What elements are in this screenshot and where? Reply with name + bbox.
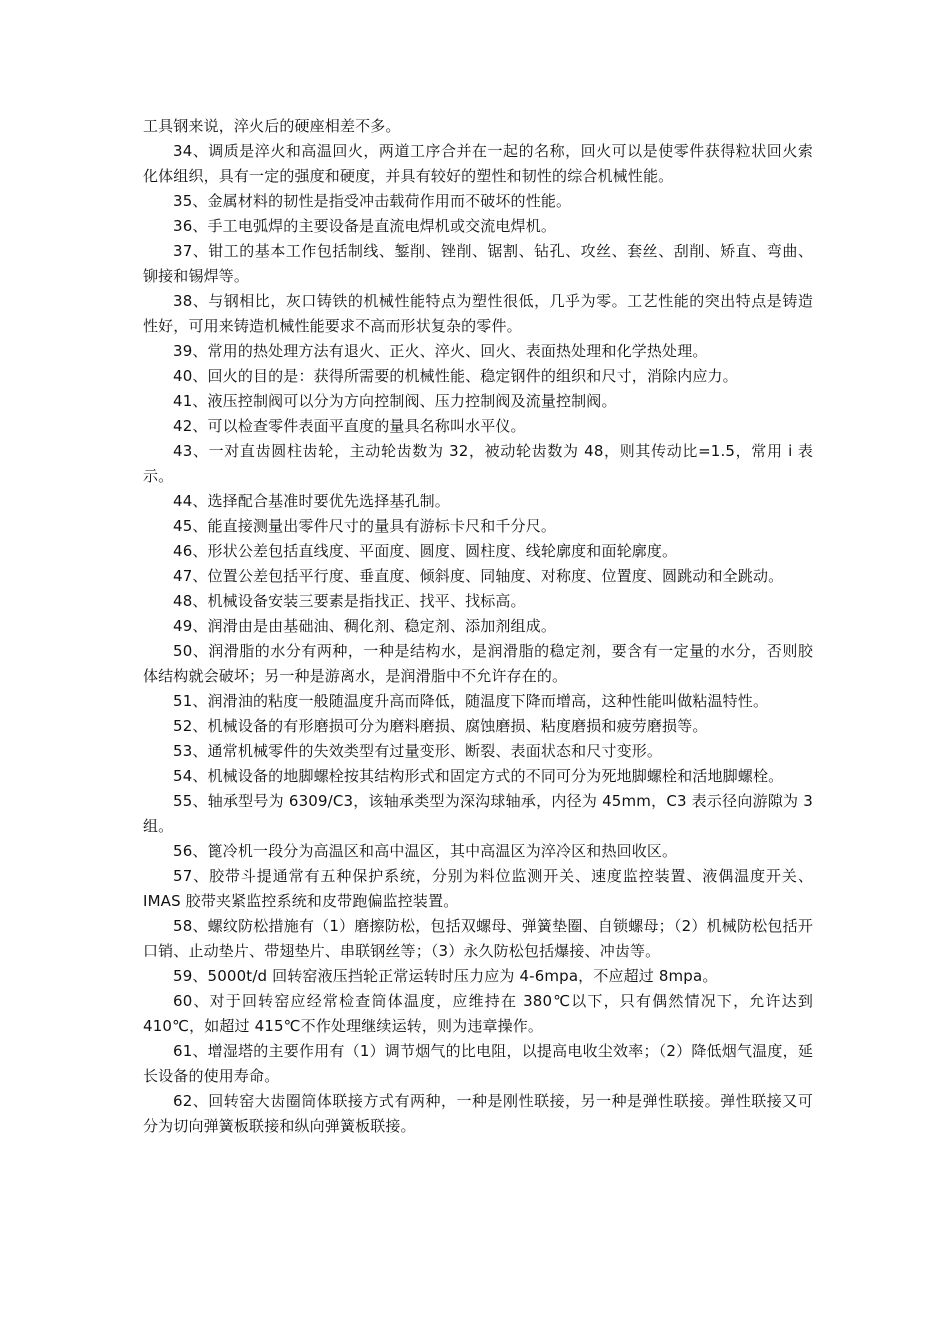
paragraph: 39、常用的热处理方法有退火、正火、淬火、回火、表面热处理和化学热处理。 <box>173 342 708 360</box>
paragraph: 58、螺纹防松措施有（1）磨擦防松，包括双螺母、弹簧垫圈、自锁螺母；（2）机械防松包括开口销、止动垫片、带翅垫片、串联钢丝等；（3）永久防松包括爆接、冲齿等。 <box>143 917 813 960</box>
paragraph: 52、机械设备的有形磨损可分为磨料磨损、腐蚀磨损、粘度磨损和疲劳磨损等。 <box>173 717 708 735</box>
paragraph: 43、一对直齿圆柱齿轮，主动轮齿数为 32，被动轮齿数为 48，则其传动比=1.5，常用 i 表示。 <box>143 442 813 485</box>
paragraph: 53、通常机械零件的失效类型有过量变形、断裂、表面状态和尺寸变形。 <box>173 742 663 760</box>
paragraph: 45、能直接测量出零件尺寸的量具有游标卡尺和千分尺。 <box>173 517 556 535</box>
paragraph: 48、机械设备安装三要素是指找正、找平、找标高。 <box>173 592 526 610</box>
paragraph: 38、与钢相比，灰口铸铁的机械性能特点为塑性很低，几乎为零。工艺性能的突出特点是铸造性好，可用来铸造机械性能要求不高而形状复杂的零件。 <box>143 292 813 335</box>
paragraph: 36、手工电弧焊的主要设备是直流电焊机或交流电焊机。 <box>173 217 556 235</box>
document-body <box>143 114 813 1139</box>
paragraph: 37、钳工的基本工作包括制线、錾削、锉削、锯割、钻孔、攻丝、套丝、刮削、矫直、弯曲、铆接和锡焊等。 <box>143 242 813 285</box>
paragraph: 61、增湿塔的主要作用有（1）调节烟气的比电阻，以提高电收尘效率；（2）降低烟气温度，延长设备的使用寿命。 <box>143 1042 813 1085</box>
paragraph: 60、对于回转窑应经常检查筒体温度，应维持在 380℃以下，只有偶然情况下，允许达到 410℃，如超过 415℃不作处理继续运转，则为违章操作。 <box>143 992 813 1035</box>
paragraph: 57、胶带斗提通常有五种保护系统，分别为料位监测开关、速度监控装置、液偶温度开关、IMAS 胶带夹紧监控系统和皮带跑偏监控装置。 <box>143 867 813 910</box>
paragraph: 47、位置公差包括平行度、垂直度、倾斜度、同轴度、对称度、位置度、圆跳动和全跳动。 <box>173 567 784 585</box>
paragraph: 62、回转窑大齿圈筒体联接方式有两种，一种是刚性联接，另一种是弹性联接。弹性联接又可分为切向弹簧板联接和纵向弹簧板联接。 <box>143 1092 813 1135</box>
paragraph: 49、润滑由是由基础油、稠化剂、稳定剂、添加剂组成。 <box>173 617 556 635</box>
paragraph: 工具钢来说，淬火后的硬座相差不多。 <box>143 117 401 135</box>
paragraph: 35、金属材料的韧性是指受冲击载荷作用而不破坏的性能。 <box>173 192 572 210</box>
paragraph: 44、选择配合基准时要优先选择基孔制。 <box>173 492 450 510</box>
paragraph: 51、润滑油的粘度一般随温度升高而降低，随温度下降而增高，这种性能叫做粘温特性。 <box>173 692 769 710</box>
paragraph: 40、回火的目的是：获得所需要的机械性能、稳定钢件的组织和尺寸，消除内应力。 <box>173 367 738 385</box>
paragraph: 46、形状公差包括直线度、平面度、圆度、圆柱度、线轮廓度和面轮廓度。 <box>173 542 678 560</box>
paragraph: 59、5000t/d 回转窑液压挡轮正常运转时压力应为 4-6mpa，不应超过 8mpa。 <box>173 967 718 985</box>
paragraph: 54、机械设备的地脚螺栓按其结构形式和固定方式的不同可分为死地脚螺栓和活地脚螺栓。 <box>173 767 784 785</box>
paragraph: 50、润滑脂的水分有两种，一种是结构水，是润滑脂的稳定剂，要含有一定量的水分，否则胶体结构就会破坏；另一种是游离水，是润滑脂中不允许存在的。 <box>143 642 813 685</box>
paragraph: 56、篦冷机一段分为高温区和高中温区，其中高温区为淬冷区和热回收区。 <box>173 842 678 860</box>
paragraph: 34、调质是淬火和高温回火，两道工序合并在一起的名称，回火可以是使零件获得粒状回火索化体组织，具有一定的强度和硬度，并具有较好的塑性和韧性的综合机械性能。 <box>143 142 813 185</box>
paragraph: 55、轴承型号为 6309/C3，该轴承类型为深沟球轴承，内径为 45mm，C3 表示径向游隙为 3 组。 <box>143 792 813 835</box>
paragraph: 42、可以检查零件表面平直度的量具名称叫水平仪。 <box>173 417 526 435</box>
paragraph: 41、液压控制阀可以分为方向控制阀、压力控制阀及流量控制阀。 <box>173 392 617 410</box>
